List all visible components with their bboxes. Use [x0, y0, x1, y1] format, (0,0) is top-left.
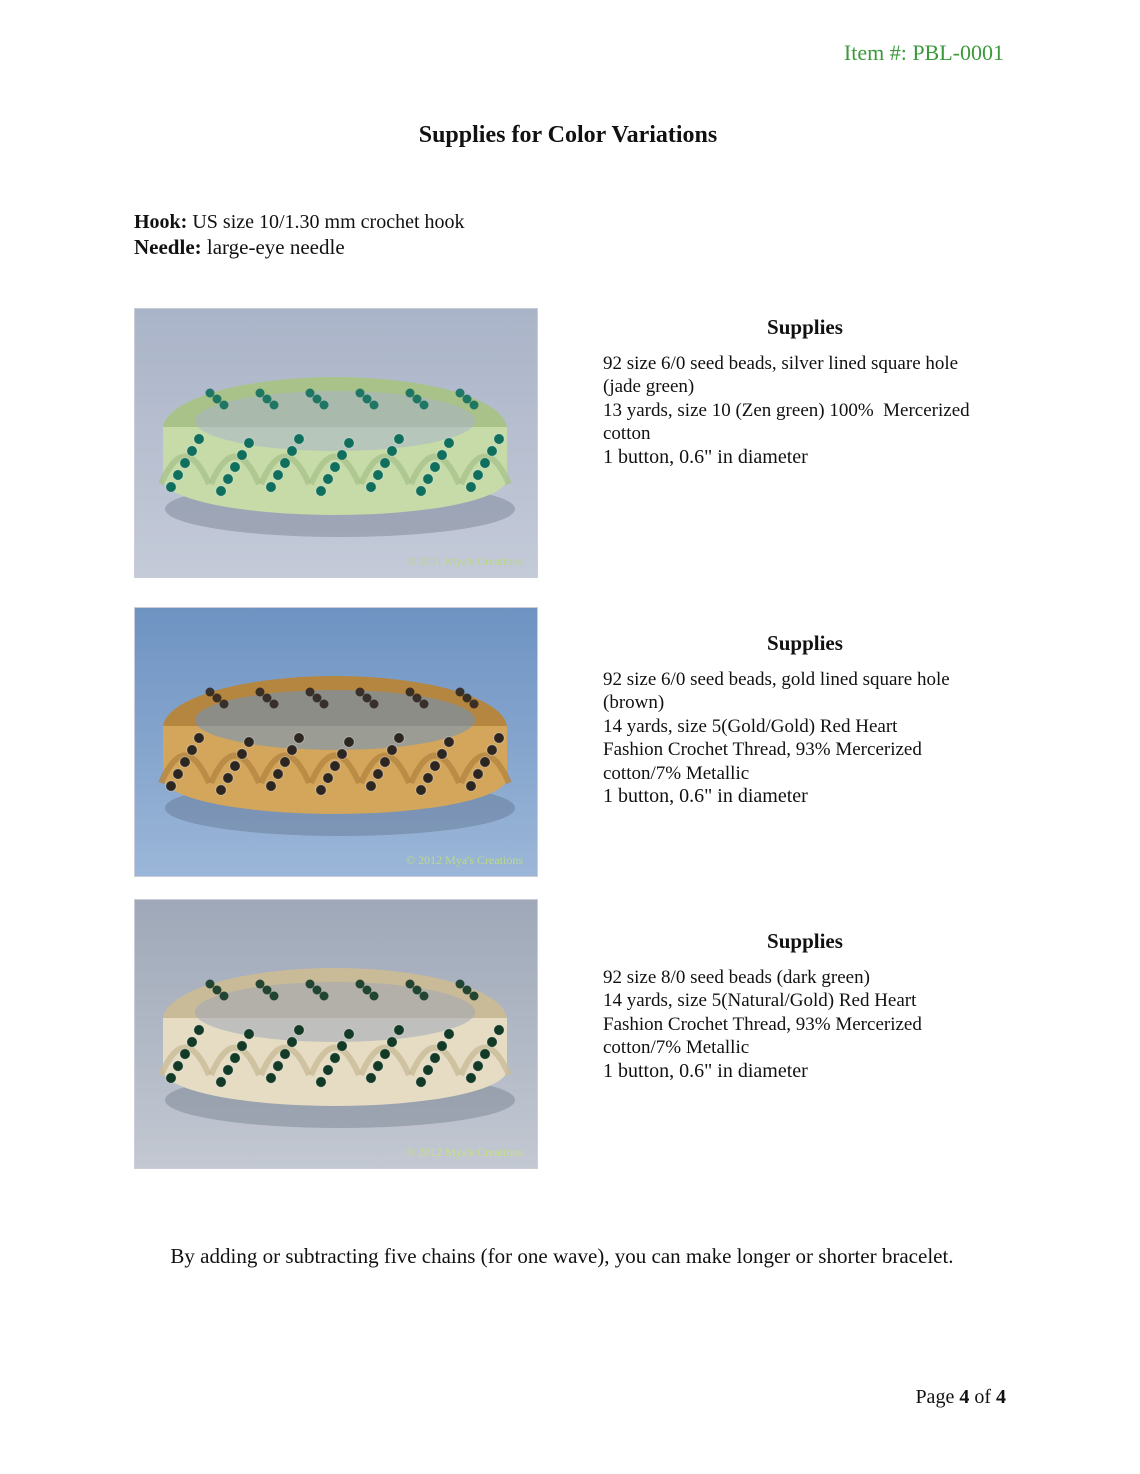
photo-watermark-3: © 2012 Mya's Creations	[406, 1145, 523, 1159]
needle-value: large-eye needle	[206, 235, 345, 259]
photo-watermark-1: © 2011 Mya's Creations	[406, 554, 523, 568]
photo-watermark-2: © 2012 Mya's Creations	[406, 853, 523, 867]
page-title: Supplies for Color Variations	[418, 122, 718, 148]
supplies-block-3	[603, 930, 1013, 1083]
supply-line: Fashion Crochet Thread, 93% Mercerized	[603, 739, 922, 760]
supply-line: 13 yards, size 10 (Zen green) 100% Mercerized	[603, 399, 970, 421]
page-number	[915, 1386, 1006, 1409]
supply-line: Fashion Crochet Thread, 93% Mercerized	[603, 1013, 922, 1035]
supply-line: 1 button, 0.6" in diameter	[603, 445, 808, 468]
hook-value: US size 10/1.30 mm crochet hook	[192, 211, 465, 233]
hook-label: Hook:	[134, 211, 188, 233]
supply-line: cotton/7% Metallic	[603, 762, 750, 784]
supplies-heading-2: Supplies	[767, 631, 843, 655]
hook-row	[134, 210, 465, 235]
page-of-label: of	[974, 1386, 991, 1408]
supply-line: 92 size 6/0 seed beads, silver lined square hole	[603, 352, 959, 374]
needle-label: Needle:	[134, 235, 202, 259]
page-current: 4	[959, 1386, 970, 1408]
supply-line: cotton/7% Metallic	[603, 1037, 750, 1058]
footer-note: By adding or subtracting five chains (for one wave), you can make longer or shorter bracelet.	[170, 1244, 954, 1268]
bracelet-3-image	[135, 900, 537, 1168]
supplies-block-2	[603, 632, 1013, 809]
supply-line: 14 yards, size 5(Natural/Gold) Red Heart	[603, 990, 917, 1011]
bracelet-photo-2	[134, 607, 538, 877]
bracelet-photo-3	[134, 899, 538, 1169]
supplies-block-1	[603, 316, 1013, 469]
tools-section	[134, 210, 465, 260]
supply-line: 14 yards, size 5(Gold/Gold) Red Heart	[603, 715, 898, 737]
supply-line: (jade green)	[603, 376, 695, 397]
supply-line: 1 button, 0.6" in diameter	[603, 785, 808, 807]
bracelet-2-image	[135, 608, 537, 876]
supplies-heading-1: Supplies	[767, 315, 843, 339]
supply-line: 92 size 6/0 seed beads, gold lined square hole	[603, 668, 950, 690]
bracelet-photo-1	[134, 308, 538, 578]
supplies-heading-3: Supplies	[767, 929, 843, 953]
needle-row	[134, 235, 465, 260]
item-number: Item #: PBL-0001	[843, 40, 1004, 65]
page-label: Page	[915, 1386, 955, 1408]
supply-line: 1 button, 0.6" in diameter	[603, 1059, 808, 1082]
supply-line: cotton	[603, 423, 651, 444]
supply-line: (brown)	[603, 692, 665, 713]
page-total: 4	[996, 1386, 1006, 1408]
supply-line: 92 size 8/0 seed beads (dark green)	[603, 966, 870, 988]
bracelet-1-image	[135, 309, 537, 577]
